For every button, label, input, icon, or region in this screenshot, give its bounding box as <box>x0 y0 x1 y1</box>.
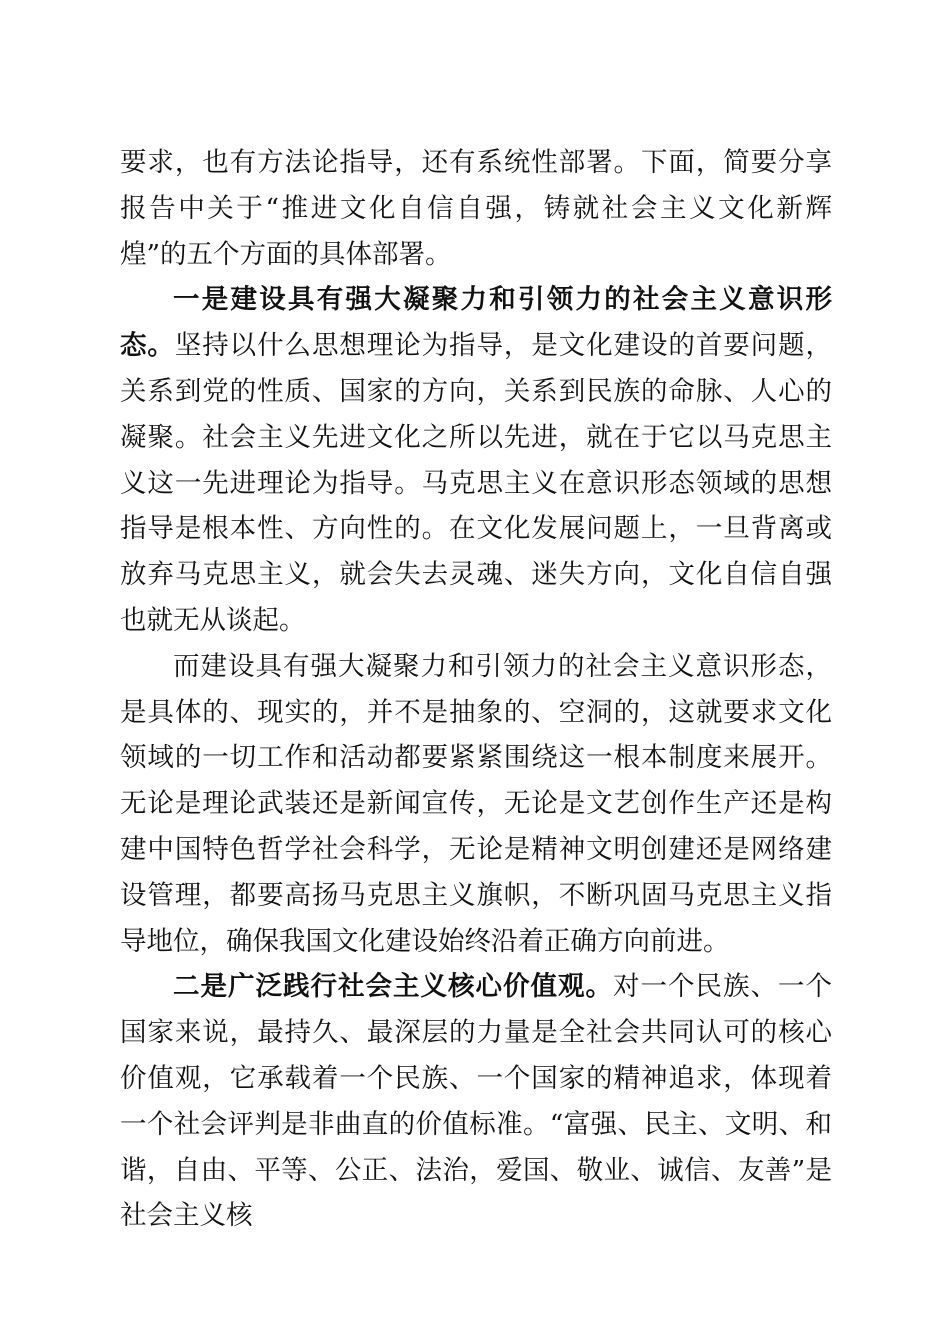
paragraph-lead-heading: 二是广泛践行社会主义核心价值观。 <box>173 971 613 1003</box>
paragraph-body: 要求，也有方法论指导，还有系统性部署。下面，简要分享报告中关于“推进文化自信自强，铸就社会主义文化新辉煌”的五个方面的具体部署。 <box>120 147 832 270</box>
paragraph-continuation <box>120 140 832 277</box>
paragraph-body: 而建设具有强大凝聚力和引领力的社会主义意识形态，是具体的、现实的，并不是抽象的、空洞的，这就要求文化领域的一切工作和活动都要紧紧围绕这一根本制度来展开。无论是理论武装还是新闻宣传，无论是文艺创作生产还是构建中国特色哲学社会科学，无论是精神文明创建还是网络建设管理，都要高扬马克思主义旗帜，不断巩固马克思主义指导地位，确保我国文化建设始终沿着正确方向前进。 <box>120 650 832 957</box>
paragraph-body: 坚持以什么思想理论为指导，是文化建设的首要问题，关系到党的性质、国家的方向，关系到民族的命脉、人心的凝聚。社会主义先进文化之所以先进，就在于它以马克思主义这一先进理论为指导。马克思主义在意识形态领域的思想指导是根本性、方向性的。在文化发展问题上，一旦背离或放弃马克思主义，就会失去灵魂、迷失方向，文化自信自强也就无从谈起。 <box>120 330 833 636</box>
paragraph-elaboration <box>120 644 832 965</box>
paragraph-point-two <box>120 964 832 1239</box>
paragraph-body: 对一个民族、一个国家来说，最持久、最深层的力量是全社会共同认可的核心价值观，它承载着一个民族、一个国家的精神追求，体现着一个社会评判是非曲直的价值标准。“富强、民主、文明、和谐，自由、平等、公正、法治，爱国、敬业、诚信、友善”是社会主义核 <box>120 971 832 1232</box>
paragraph-lead-heading: 一是建设具有强大凝聚力和引领力的社会主义意识形态。 <box>120 284 832 362</box>
document-body <box>120 140 832 1239</box>
paragraph-point-one <box>120 277 832 643</box>
